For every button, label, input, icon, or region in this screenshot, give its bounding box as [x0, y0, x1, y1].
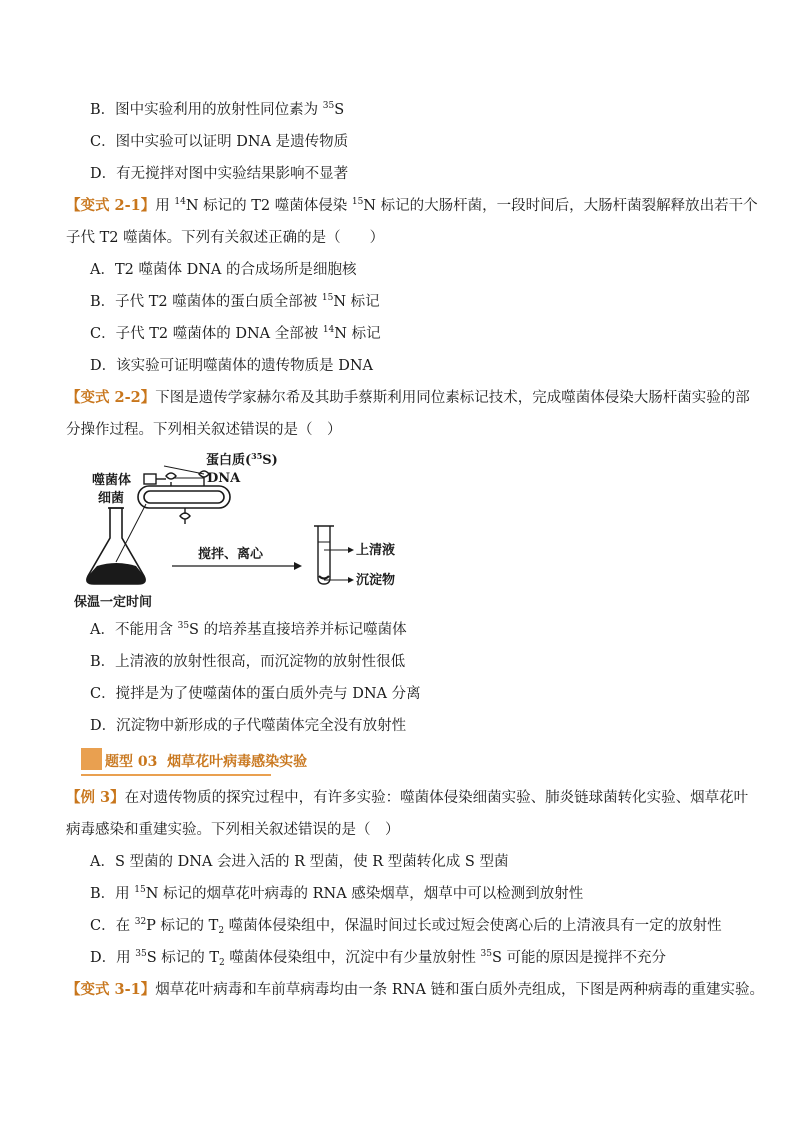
diagram-label-dna: DNA [207, 471, 241, 486]
ex3-stem-line1: 【例 3】在对遗传物质的探究过程中，有许多实验：噬菌体侵染细菌实验、肺炎链球菌转化实验、烟草花叶 [66, 789, 749, 806]
q21-option-a: A．T2 噬菌体 DNA 的合成场所是细胞核 [90, 262, 357, 278]
diagram-label-sediment: 沉淀物 [356, 573, 396, 588]
diagram-label-bacteria: 细菌 [98, 491, 125, 506]
diagram-label-phage: 噬菌体 [92, 473, 132, 488]
option-d-top: D．有无搅拌对图中实验结果影响不显著 [90, 166, 349, 182]
flask-shape [87, 508, 145, 584]
ex3-option-a: A．S 型菌的 DNA 会进入活的 R 型菌，使 R 型菌转化成 S 型菌 [90, 854, 509, 870]
ex3-option-c: C．在 $^{32}$P 标记的 $T_2$ 噬菌体侵染组中，保温时间过长或过短会使离心后的上清液具有一定的放射性 [90, 917, 722, 936]
diagram-label-protein: 蛋白质($^{35}$S) [206, 451, 278, 468]
q22-option-a: A．不能用含 $^{35}$S 的培养基直接培养并标记噬菌体 [90, 621, 407, 638]
section-header-marker [81, 748, 102, 770]
test-tube-shape [314, 526, 334, 584]
option-b-top: B．图中实验利用的放射性同位素为 $^{35}$S [90, 101, 345, 118]
phage-shape-left [144, 473, 176, 486]
q21-stem-line2: 子代 T2 噬菌体。下列有关叙述正确的是（ ） [66, 230, 385, 246]
q22-option-d: D．沉淀物中新形成的子代噬菌体完全没有放射性 [90, 718, 407, 734]
phage-experiment-diagram [66, 444, 426, 616]
q31-tag: 【变式 3-1】 [66, 981, 156, 998]
q22-option-b: B．上清液的放射性很高，而沉淀物的放射性很低 [90, 654, 406, 670]
phage-shape-bottom [180, 508, 190, 524]
q22-stem-line1: 【变式 2-2】下图是遗传学家赫尔希及其助手蔡斯利用同位素标记技术，完成噬菌体侵染大肠杆菌实验的部 [66, 389, 750, 406]
option-c-top: C．图中实验可以证明 DNA 是遗传物质 [90, 134, 349, 150]
q22-option-c: C．搅拌是为了使噬菌体的蛋白质外壳与 DNA 分离 [90, 686, 421, 702]
diagram-label-stir: 搅拌、离心 [198, 547, 264, 562]
diagram-label-supernatant: 上清液 [356, 543, 396, 558]
q21-option-d: D．该实验可证明噬菌体的遗传物质是 DNA [90, 358, 374, 374]
q21-stem-line1: 【变式 2-1】用 $^{14}$N 标记的 T2 噬菌体侵染 $^{15}$N 标记的大肠杆菌，一段时间后，大肠杆菌裂解释放出若干个 [66, 197, 758, 214]
q31-stem-line1: 【变式 3-1】烟草花叶病毒和车前草病毒均由一条 RNA 链和蛋白质外壳组成，下图是两种病毒的重建实验。 [66, 981, 765, 998]
ex3-tag: 【例 3】 [66, 789, 125, 806]
q22-tag: 【变式 2-2】 [66, 389, 156, 406]
ex3-option-b: B．用 $^{15}$N 标记的烟草花叶病毒的 RNA 感染烟草，烟草中可以检测到放射性 [90, 885, 584, 902]
bacterium-shape [138, 486, 230, 508]
q21-option-c: C．子代 T2 噬菌体的 DNA 全部被 $^{14}$N 标记 [90, 325, 381, 342]
q21-option-b: B．子代 T2 噬菌体的蛋白质全部被 $^{15}$N 标记 [90, 293, 380, 310]
ex3-option-d: D．用 $^{35}$S 标记的 $T_2$ 噬菌体侵染组中，沉淀中有少量放射性 $^{35}$S 可能的原因是搅拌不充分 [90, 949, 666, 968]
diagram-label-incubate: 保温一定时间 [74, 595, 153, 610]
q22-stem-line2: 分操作过程。下列相关叙述错误的是（ ） [66, 422, 342, 438]
q21-tag: 【变式 2-1】 [66, 197, 156, 214]
supernatant-arrow [324, 547, 354, 553]
ex3-stem-line2: 病毒感染和重建实验。下列相关叙述错误的是（ ） [66, 822, 400, 838]
stir-arrow [172, 562, 302, 570]
section-header-03: 题型 03 烟草花叶病毒感染实验 [105, 754, 308, 770]
section-header-underline [81, 774, 271, 776]
